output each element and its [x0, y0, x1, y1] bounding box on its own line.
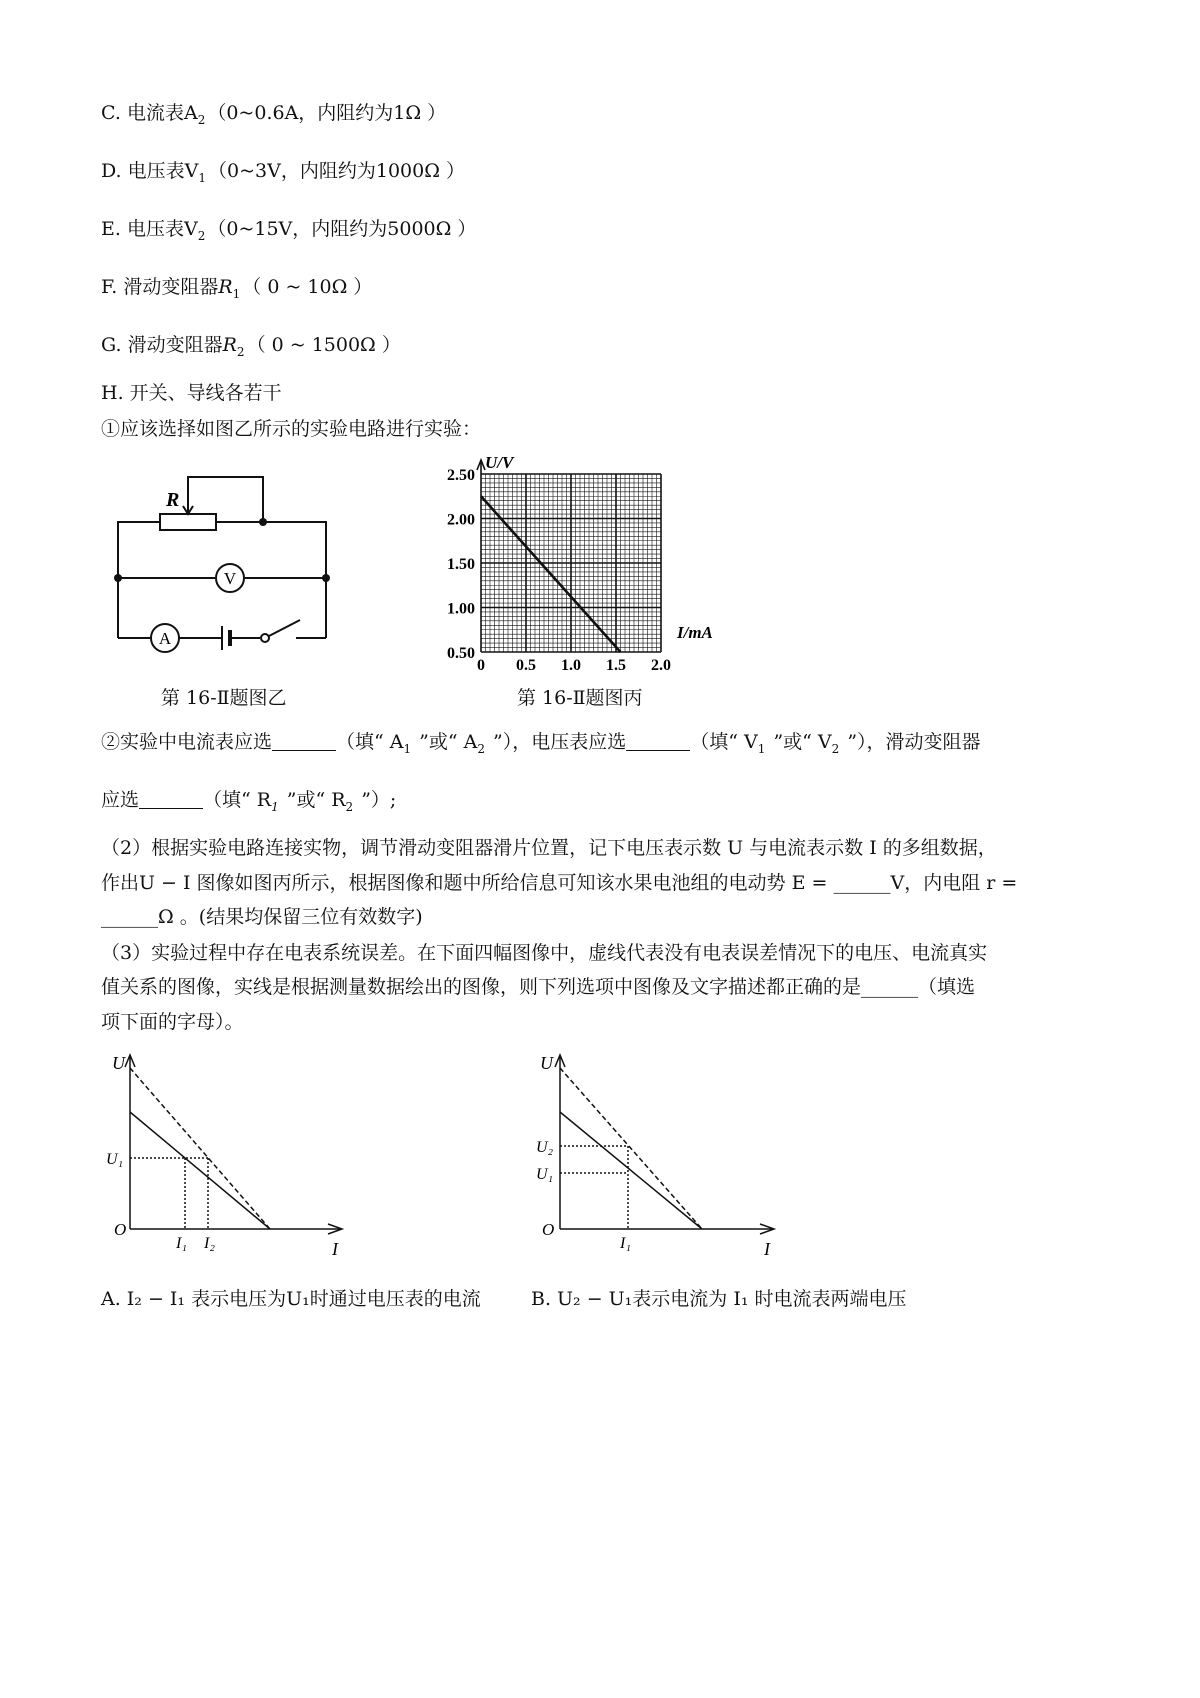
data-line [481, 496, 621, 652]
graph-a-u1: U₁ [106, 1151, 124, 1168]
option-c: C. 电流表$A_2$ （0~0.6A，内阻约为1Ω ） [101, 102, 447, 127]
ui-graph [435, 452, 765, 682]
y-tick-label: 0.50 [447, 645, 475, 662]
y-axis-label: U/V [485, 453, 514, 472]
graph-caption: 第 16-Ⅱ题图丙 [517, 687, 643, 709]
option-b-text: B. U₂ − U₁表示电流为 I₁ 时电流表两端电压 [531, 1288, 907, 1310]
part2-line2: 作出U − I 图像如图丙所示，根据图像和题中所给信息可知该水果电池组的电动势 E = ______V，内电阻 r = [101, 872, 1018, 894]
graph-b [530, 1045, 800, 1265]
y-tick-label: 2.50 [447, 467, 475, 484]
y-tick-label: 1.00 [447, 600, 475, 618]
option-d: D. 电压表$V_1$ （0~3V，内阻约为1000Ω ） [101, 160, 466, 185]
ammeter-label: A [158, 629, 172, 648]
graph-a-u-label: U [112, 1053, 125, 1073]
x-tick-label: 1.5 [606, 657, 626, 674]
graph-a-i2: I₂ [204, 1235, 215, 1252]
question-2-line1: ②实验中电流表应选 （填“ $A_1$ ”或“ $A_2$ ”），电压表应选 （填“ $V_1$ ”或“ $V_2$ ”），滑动变阻器 [101, 731, 981, 756]
circuit-diagram [100, 460, 360, 670]
graph-b-u2: U₂ [536, 1139, 554, 1156]
part3-line2: 值关系的图像，实线是根据测量数据绘出的图像，则下列选项中图像及文字描述都正确的是______（填选 [101, 976, 976, 998]
part2-line1: （2）根据实验电路连接实物，调节滑动变阻器滑片位置，记下电压表示数 U 与电流表示数 I 的多组数据， [101, 837, 997, 859]
graph-a-i1: I₁ [176, 1235, 187, 1252]
option-g: G. 滑动变阻器$R_2$ （ 0 ~ 1500Ω ） [101, 334, 401, 359]
y-tick-label: 2.00 [447, 511, 475, 529]
graph-b-i-label: I [764, 1239, 770, 1259]
x-tick-label: 0.5 [516, 657, 536, 674]
option-e: E. 电压表$V_2$ （0~15V，内阻约为5000Ω ） [101, 218, 477, 243]
graph-b-i1: I₁ [620, 1235, 631, 1252]
graph-grid [481, 474, 661, 652]
option-h: H. 开关、导线各若干 [101, 382, 282, 404]
question-1: ①应该选择如图乙所示的实验电路进行实验： [101, 418, 482, 440]
x-tick-label: 0 [477, 657, 485, 674]
answer-blank-rheostat[interactable] [139, 790, 203, 809]
part3-line3: 项下面的字母）。 [101, 1011, 244, 1033]
voltmeter-label: V [223, 569, 237, 588]
option-a-text: A. I₂ − I₁ 表示电压为U₁时通过电压表的电流 [101, 1288, 481, 1310]
graph-a-origin: O [114, 1220, 127, 1239]
resistor-label: R [166, 489, 180, 511]
option-f: F. 滑动变阻器$R_1$ （ 0 ~ 10Ω ） [101, 276, 373, 301]
x-tick-label: 1.0 [561, 657, 581, 674]
part3-line1: （3）实验过程中存在电表系统误差。在下面四幅图像中，虚线代表没有电表误差情况下的电压、电流真实 [101, 942, 988, 964]
graph-b-u-label: U [540, 1053, 553, 1073]
answer-blank-voltmeter[interactable] [626, 732, 690, 751]
answer-blank-ammeter[interactable] [272, 732, 336, 751]
graph-a-i-label: I [332, 1239, 338, 1259]
circuit-caption: 第 16-Ⅱ题图乙 [161, 687, 287, 709]
x-tick-label: 2.0 [651, 657, 671, 674]
graph-b-origin: O [542, 1220, 555, 1239]
y-tick-label: 1.50 [447, 556, 475, 573]
graph-a [100, 1045, 360, 1265]
x-axis-label: I/mA [677, 623, 713, 642]
graph-b-u1: U₁ [536, 1166, 554, 1183]
part2-line3: ______Ω 。(结果均保留三位有效数字) [101, 906, 423, 928]
question-2-line2: 应选 （填“ $R_1$ ”或“ $R_2$ ”）; [101, 789, 397, 814]
